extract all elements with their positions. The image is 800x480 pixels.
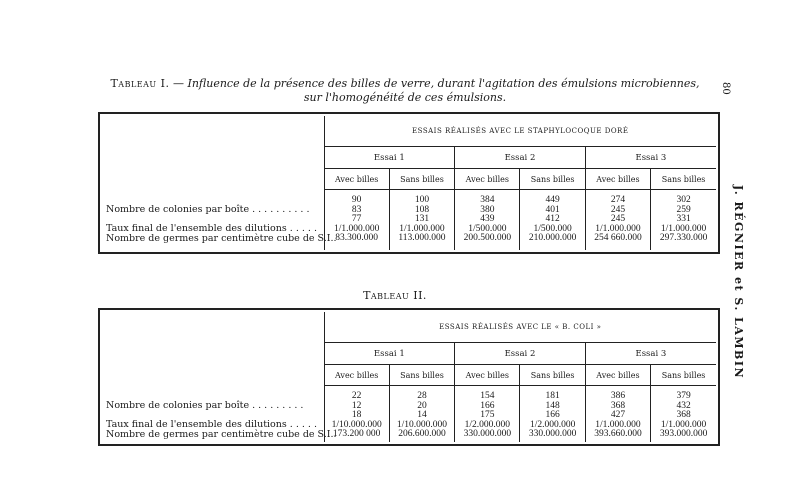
data-cell: 1/1.000.000: [660, 419, 707, 430]
data-cell: 432: [676, 400, 691, 411]
data-cell: 245: [610, 214, 626, 224]
table2-caption: [0, 289, 790, 303]
table1-data-column: [389, 190, 454, 251]
data-cell: 1/2.000.000: [529, 419, 576, 430]
data-cell: 131: [414, 214, 430, 224]
data-cell: 412: [545, 214, 560, 224]
data-cell: 1/10.000.000: [331, 419, 382, 430]
data-cell: 90: [351, 195, 362, 205]
table1-sub-header: Avec billes: [585, 169, 650, 190]
data-cell: 1/1.000.000: [399, 223, 445, 234]
data-cell: 14: [417, 410, 427, 420]
data-cell: 175: [480, 410, 495, 420]
running-head-authors: J. RÉGNIER et S. LAMBIN: [732, 185, 745, 380]
data-cell: 108: [414, 204, 430, 215]
table2-data-column: [389, 386, 454, 443]
table1-caption-line2: sur l'homogénéité de ces émulsions.: [303, 91, 507, 104]
data-cell: 77: [351, 214, 362, 224]
data-cell: 18: [351, 410, 362, 420]
table1-sub-header: Sans billes: [520, 169, 585, 190]
table1-essai-3: Essai 3: [585, 147, 716, 169]
data-cell: 154: [480, 391, 495, 401]
table1-header: ESSAIS RÉALISÉS AVEC LE STAPHYLOCOQUE DORÉ: [324, 116, 716, 147]
data-cell: 113.000.000: [398, 233, 446, 243]
data-cell: 368: [676, 410, 691, 420]
data-cell: 173.200 000: [332, 429, 381, 439]
table1-label: Tableau I.: [110, 77, 170, 90]
table2-essai-2: Essai 2: [455, 343, 586, 365]
data-cell: 386: [610, 391, 626, 401]
table1-data-column: [585, 190, 650, 251]
page-number: 80: [720, 82, 731, 95]
row-label-taux: Taux final de l'ensemble des dilutions . . . . .: [106, 419, 317, 430]
data-cell: 330.000.000: [528, 429, 577, 439]
table2-sub-header: Avec billes: [455, 365, 520, 386]
data-cell: 181: [545, 391, 560, 401]
table1-essai-2: Essai 2: [455, 147, 586, 169]
data-cell: 1/500.000: [468, 223, 507, 234]
table1-sub-header: Avec billes: [324, 169, 389, 190]
data-cell: 1/500.000: [533, 223, 572, 234]
data-cell: 254 660.000: [594, 233, 642, 243]
data-cell: 83.300.000: [335, 233, 379, 243]
data-cell: 401: [545, 204, 560, 215]
table1-row-labels: [102, 190, 337, 251]
data-cell: 1/1.000.000: [595, 419, 641, 430]
table2: [98, 308, 720, 446]
table1-essai-1: Essai 1: [324, 147, 455, 169]
table2-essai-3: Essai 3: [585, 343, 716, 365]
data-cell: 393.000.000: [659, 429, 708, 439]
table1-sub-header: Sans billes: [651, 169, 716, 190]
table1-sub-header: Sans billes: [389, 169, 454, 190]
data-cell: 245: [610, 204, 626, 215]
data-cell: 1/1.000.000: [333, 223, 380, 234]
data-cell: 28: [417, 391, 427, 401]
data-cell: 200.500.000: [463, 233, 512, 243]
data-cell: 22: [351, 391, 362, 401]
table2-data-column: [651, 386, 716, 443]
row-label-germes: Nombre de germes par centimètre cube de S.I..: [106, 232, 337, 244]
data-cell: 331: [676, 214, 691, 224]
table1-corner: [102, 116, 324, 190]
table1-sub-header: Avec billes: [455, 169, 520, 190]
table2-data-column: [455, 386, 520, 443]
data-cell: 12: [351, 400, 362, 411]
row-label-colonies: Nombre de colonies par boîte . . . . . . . . . .: [106, 204, 310, 215]
data-cell: 1/10.000.000: [396, 419, 448, 430]
data-cell: 166: [480, 400, 495, 411]
table2-header: ESSAIS RÉALISÉS AVEC LE « B. COLI »: [324, 312, 716, 343]
data-cell: 379: [676, 391, 691, 401]
table1: [98, 112, 720, 254]
table1-caption-line1: — Influence de la présence des billes de verre, durant l'agitation des émulsions microbiennes,: [172, 77, 700, 90]
data-cell: 368: [610, 400, 626, 411]
data-cell: 449: [545, 195, 560, 205]
data-cell: 1/1.000.000: [660, 223, 707, 234]
table2-sub-header: Sans billes: [520, 365, 585, 386]
data-cell: 83: [351, 204, 362, 215]
row-label-germes: Nombre de germes par centimètre cube de S.I..: [106, 428, 337, 440]
data-cell: 210.000.000: [528, 233, 577, 243]
data-cell: 1/2.000.000: [464, 419, 511, 430]
data-cell: 148: [545, 400, 560, 411]
data-cell: 427: [610, 410, 626, 420]
table1-data-column: [651, 190, 716, 251]
data-cell: 20: [417, 400, 427, 411]
data-cell: 393.660.000: [594, 429, 642, 439]
data-cell: 259: [676, 204, 691, 215]
table1-caption: [10, 77, 800, 105]
table2-essai-1: Essai 1: [324, 343, 455, 365]
table2-sub-header: Sans billes: [651, 365, 716, 386]
data-cell: 302: [676, 195, 691, 205]
row-label-colonies: Nombre de colonies par boîte . . . . . . . . .: [106, 400, 304, 411]
table2-sub-header: Avec billes: [324, 365, 389, 386]
table1-data-column: [455, 190, 520, 251]
table2-corner: [102, 312, 324, 386]
table2-data-column: [324, 386, 389, 443]
row-label-taux: Taux final de l'ensemble des dilutions . . . . .: [106, 223, 317, 234]
table2-sub-header: Avec billes: [585, 365, 650, 386]
table2-label: Tableau II.: [363, 289, 427, 302]
data-cell: 297.330.000: [659, 233, 708, 243]
data-cell: 1/1.000.000: [595, 223, 641, 234]
table2-sub-header: Sans billes: [389, 365, 454, 386]
table1-data-column: [520, 190, 585, 251]
data-cell: 166: [545, 410, 560, 420]
table2-data-column: [520, 386, 585, 443]
data-cell: 380: [480, 204, 495, 215]
data-cell: 100: [414, 195, 430, 205]
data-cell: 274: [610, 195, 626, 205]
data-cell: 384: [480, 195, 495, 205]
data-cell: 439: [480, 214, 495, 224]
data-cell: 330.000.000: [463, 429, 512, 439]
table2-data-column: [585, 386, 650, 443]
data-cell: 206.600.000: [398, 429, 446, 439]
table2-row-labels: [102, 386, 337, 443]
